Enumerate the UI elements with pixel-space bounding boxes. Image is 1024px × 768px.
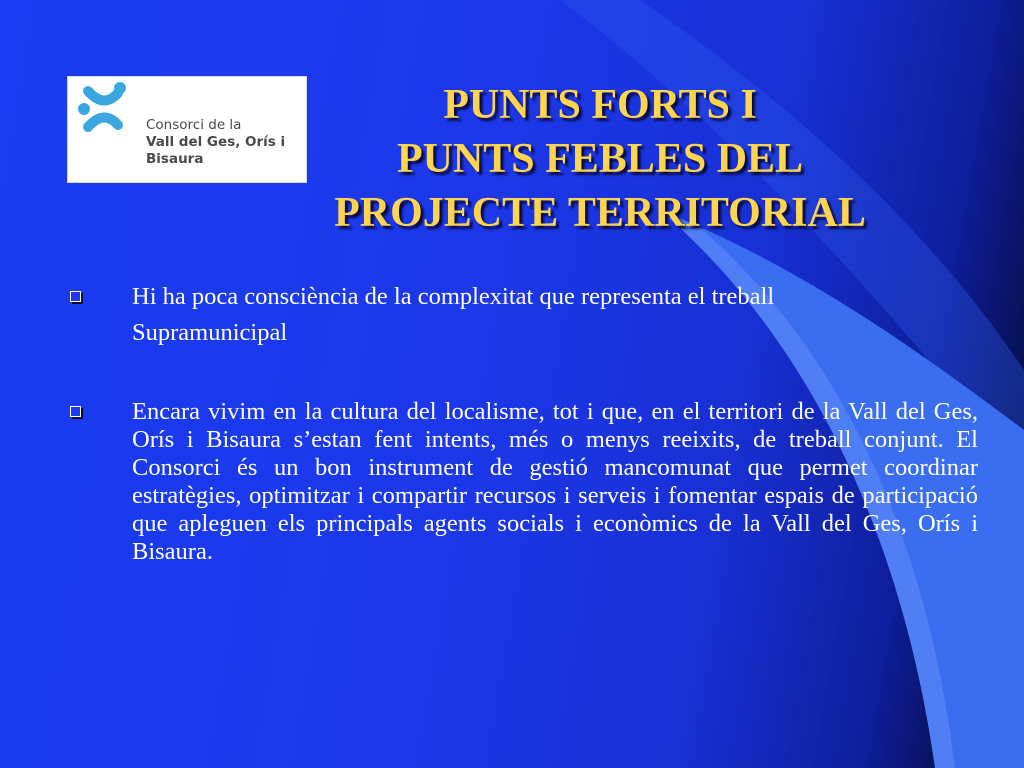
- bullet-2-text: Encara vivim en la cultura del localisme, tot i que, en el territori de la Vall del Ges, Orís i Bisaura s’estan fent intents, més o menys reeixits, de treball conjunt. El Consorci és un bon instrument de gestió mancomunat que permet coordinar estratègies, optimitzar i compartir recursos i serveis i fomentar espais de participació que apleguen els principals agents socials i econòmics de la Vall del Ges, Orís i Bisaura.: [132, 398, 978, 565]
- bullet-item-1: [60, 283, 978, 347]
- title-line-1: PUNTS FORTS I: [443, 82, 757, 128]
- logo-line-2: Vall del Ges, Orís i: [146, 134, 286, 150]
- bullet-item-2: [60, 398, 978, 566]
- consorci-mark-icon: [74, 79, 134, 139]
- title-line-3: PROJECTE TERRITORIAL: [334, 190, 866, 236]
- bullet-1-text: Hi ha poca consciència de la complexitat que representa el treball: [132, 283, 775, 310]
- logo-line-3: Bisaura: [146, 151, 204, 167]
- bullet-text-1: [132, 283, 978, 347]
- title-line-2: PUNTS FEBLES DEL: [396, 136, 804, 182]
- slide-title: [250, 78, 950, 240]
- bullet-1-continuation: Supramunicipal: [132, 319, 288, 346]
- bullet-list: [60, 283, 978, 617]
- checkbox-bullet-icon: [70, 406, 81, 417]
- checkbox-bullet-icon: [70, 291, 81, 302]
- logo-line-1: Consorci de la: [146, 117, 242, 133]
